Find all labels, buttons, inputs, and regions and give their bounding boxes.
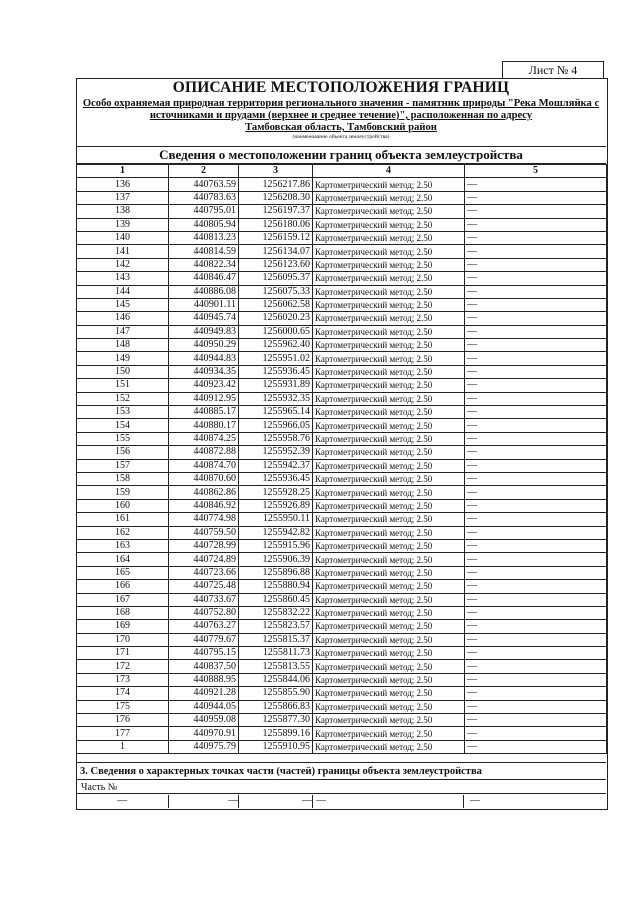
table-cell: — [465, 620, 607, 633]
table-cell: 155 [77, 432, 169, 445]
table-cell: 1255942.82 [239, 526, 313, 539]
table-cell: Картометрический метод; 2.50 [313, 472, 465, 485]
table-cell: 1255860.45 [239, 593, 313, 606]
table-cell: 1256000.65 [239, 325, 313, 338]
document-header [76, 78, 606, 147]
table-cell: Картометрический метод; 2.50 [313, 365, 465, 378]
table-cell: 1255896.88 [239, 566, 313, 579]
table-cell: Картометрический метод; 2.50 [313, 218, 465, 231]
table-cell: 1256123.60 [239, 258, 313, 271]
table-cell: Картометрический метод; 2.50 [313, 539, 465, 552]
table-cell: Картометрический метод; 2.50 [313, 419, 465, 432]
table-cell: 165 [77, 566, 169, 579]
table-row [77, 633, 607, 646]
table-cell: 440752.80 [169, 606, 239, 619]
table-cell: 1255932.35 [239, 392, 313, 405]
table-cell: 176 [77, 714, 169, 727]
table-row [77, 352, 607, 365]
table-cell: — [465, 647, 607, 660]
table-row [77, 700, 607, 713]
table-cell: 440846.47 [169, 272, 239, 285]
table-cell: 440795.15 [169, 647, 239, 660]
region-address: Тамбовская область, Тамбовский район [245, 122, 437, 133]
table-row [77, 285, 607, 298]
table-cell: — [465, 459, 607, 472]
table-row [77, 379, 607, 392]
table-cell: 440822.34 [169, 258, 239, 271]
object-name: Особо охраняемая природная территория регионального значения - памятник природы "Река Мошляйка с источниками и прудами (верхнее и среднее течение)", расположенная по адресу [82, 98, 600, 121]
table-row [77, 191, 607, 204]
table-cell: 440901.11 [169, 298, 239, 311]
table-cell: 1255813.55 [239, 660, 313, 673]
table-cell: 1255844.06 [239, 673, 313, 686]
table-cell: Картометрический метод; 2.50 [313, 513, 465, 526]
table-row [77, 419, 607, 432]
table-cell: — [465, 539, 607, 552]
table-cell: Картометрический метод; 2.50 [313, 620, 465, 633]
table-cell: Картометрический метод; 2.50 [313, 406, 465, 419]
table-cell: 1256208.30 [239, 191, 313, 204]
table-cell: 156 [77, 446, 169, 459]
table-cell: 1255928.25 [239, 486, 313, 499]
table-cell: Картометрический метод; 2.50 [313, 647, 465, 660]
part-cell: — [76, 795, 169, 808]
table-cell: — [465, 205, 607, 218]
table-row [77, 432, 607, 445]
table-cell: 168 [77, 606, 169, 619]
table-cell: — [465, 419, 607, 432]
table-cell: 440874.25 [169, 432, 239, 445]
table-cell: Картометрический метод; 2.50 [313, 526, 465, 539]
table-row [77, 606, 607, 619]
document-title: ОПИСАНИЕ МЕСТОПОЛОЖЕНИЯ ГРАНИЦ [172, 79, 510, 96]
table-cell: 440950.29 [169, 339, 239, 352]
table-cell: Картометрический метод; 2.50 [313, 312, 465, 325]
table-cell: Картометрический метод; 2.50 [313, 392, 465, 405]
table-cell: — [465, 714, 607, 727]
table-cell: Картометрический метод; 2.50 [313, 178, 465, 191]
table-cell: — [465, 499, 607, 512]
table-cell: 137 [77, 191, 169, 204]
table-cell: 159 [77, 486, 169, 499]
table-cell: 157 [77, 459, 169, 472]
table-cell: — [465, 312, 607, 325]
table-cell: 149 [77, 352, 169, 365]
table-cell: 172 [77, 660, 169, 673]
table-cell: — [465, 606, 607, 619]
table-cell: 1256180.06 [239, 218, 313, 231]
section-2-title: Сведения о местоположении границ объекта землеустройства [76, 146, 606, 164]
table-cell: 440874.70 [169, 459, 239, 472]
table-cell: 1255823.57 [239, 620, 313, 633]
table-cell: 440763.59 [169, 178, 239, 191]
table-cell: 1255855.90 [239, 687, 313, 700]
table-cell: 142 [77, 258, 169, 271]
table-cell: 141 [77, 245, 169, 258]
table-cell: — [465, 352, 607, 365]
table-row [77, 499, 607, 512]
table-cell: 1255880.94 [239, 580, 313, 593]
table-cell: 440723.66 [169, 566, 239, 579]
table-row [77, 740, 607, 753]
table-cell: — [465, 566, 607, 579]
table-cell: 1256217.86 [239, 178, 313, 191]
table-cell: — [465, 700, 607, 713]
part-cell: — [470, 795, 480, 806]
table-cell: 151 [77, 379, 169, 392]
table-cell: — [465, 406, 607, 419]
table-row [77, 660, 607, 673]
table-cell: — [465, 660, 607, 673]
table-cell: — [465, 379, 607, 392]
table-row [77, 553, 607, 566]
table-cell: Картометрический метод; 2.50 [313, 432, 465, 445]
table-cell: 1256134.07 [239, 245, 313, 258]
column-header: 3 [239, 165, 313, 178]
table-cell: 150 [77, 365, 169, 378]
table-row [77, 486, 607, 499]
table-cell: 440872.88 [169, 446, 239, 459]
table-cell: 1 [77, 740, 169, 753]
table-cell: Картометрический метод; 2.50 [313, 700, 465, 713]
table-cell: Картометрический метод; 2.50 [313, 580, 465, 593]
table-cell: 440725.48 [169, 580, 239, 593]
table-cell: 440970.91 [169, 727, 239, 740]
table-row [77, 245, 607, 258]
table-cell: 440886.08 [169, 285, 239, 298]
object-caption: (наименование объекта землеустройства) [292, 134, 390, 140]
table-cell: 1255951.02 [239, 352, 313, 365]
table-cell: — [465, 486, 607, 499]
table-cell: 1255965.14 [239, 406, 313, 419]
table-cell: Картометрический метод; 2.50 [313, 446, 465, 459]
table-cell: 440813.23 [169, 231, 239, 244]
table-cell: — [465, 513, 607, 526]
table-cell: 1255877.30 [239, 714, 313, 727]
table-cell: 1255815.37 [239, 633, 313, 646]
table-row [77, 446, 607, 459]
table-cell: 1255811.73 [239, 647, 313, 660]
table-cell: 167 [77, 593, 169, 606]
table-cell: 166 [77, 580, 169, 593]
table-cell: 440862.86 [169, 486, 239, 499]
column-header: 2 [169, 165, 239, 178]
table-cell: — [465, 580, 607, 593]
table-cell: 1255910.95 [239, 740, 313, 753]
part-cell: — [238, 795, 313, 808]
table-cell: 440795.01 [169, 205, 239, 218]
table-cell: 177 [77, 727, 169, 740]
table-cell: Картометрический метод; 2.50 [313, 352, 465, 365]
table-cell: 136 [77, 178, 169, 191]
table-cell: 171 [77, 647, 169, 660]
table-cell: — [465, 673, 607, 686]
table-cell: 1256062.58 [239, 298, 313, 311]
table-cell: Картометрический метод; 2.50 [313, 673, 465, 686]
table-row [77, 620, 607, 633]
table-cell: 440763.27 [169, 620, 239, 633]
table-cell: 440880.17 [169, 419, 239, 432]
table-cell: 145 [77, 298, 169, 311]
table-cell: 440779.67 [169, 633, 239, 646]
table-cell: — [465, 339, 607, 352]
table-row [77, 298, 607, 311]
table-cell: 440912.95 [169, 392, 239, 405]
sheet-number: Лист № 4 [502, 61, 604, 79]
table-cell: — [465, 191, 607, 204]
part-number-label: Часть № [76, 781, 606, 794]
table-row [77, 325, 607, 338]
table-cell: Картометрический метод; 2.50 [313, 205, 465, 218]
table-cell: Картометрический метод; 2.50 [313, 633, 465, 646]
table-cell: 440934.35 [169, 365, 239, 378]
table-row [77, 406, 607, 419]
table-cell: 1255942.37 [239, 459, 313, 472]
table-cell: Картометрический метод; 2.50 [313, 593, 465, 606]
table-cell: — [465, 392, 607, 405]
table-cell: 153 [77, 406, 169, 419]
table-cell: 440805.94 [169, 218, 239, 231]
table-cell: 440959.08 [169, 714, 239, 727]
table-cell: 1255899.16 [239, 727, 313, 740]
table-row [77, 258, 607, 271]
table-cell: 148 [77, 339, 169, 352]
table-cell: 160 [77, 499, 169, 512]
table-cell: 440774.98 [169, 513, 239, 526]
table-cell: 440837.50 [169, 660, 239, 673]
table-cell: Картометрический метод; 2.50 [313, 606, 465, 619]
table-row [77, 205, 607, 218]
table-cell: 152 [77, 392, 169, 405]
table-cell: 440783.63 [169, 191, 239, 204]
table-cell: 1255866.83 [239, 700, 313, 713]
table-cell: — [465, 633, 607, 646]
table-cell: 440945.74 [169, 312, 239, 325]
table-cell: — [465, 365, 607, 378]
table-cell: Картометрический метод; 2.50 [313, 339, 465, 352]
table-cell: Картометрический метод; 2.50 [313, 231, 465, 244]
table-row [77, 312, 607, 325]
table-cell: — [465, 218, 607, 231]
table-cell: 174 [77, 687, 169, 700]
table-row [77, 513, 607, 526]
table-cell: 1255936.45 [239, 472, 313, 485]
table-row [77, 727, 607, 740]
table-row [77, 272, 607, 285]
table-cell: Картометрический метод; 2.50 [313, 553, 465, 566]
table-cell: 164 [77, 553, 169, 566]
table-cell: Картометрический метод; 2.50 [313, 687, 465, 700]
table-cell: Картометрический метод; 2.50 [313, 727, 465, 740]
table-cell: 1255936.45 [239, 365, 313, 378]
table-cell: 440885.17 [169, 406, 239, 419]
table-row [77, 647, 607, 660]
table-row [77, 365, 607, 378]
table-cell: 1255950.11 [239, 513, 313, 526]
table-cell: Картометрический метод; 2.50 [313, 459, 465, 472]
table-cell: Картометрический метод; 2.50 [313, 325, 465, 338]
table-cell: 1255915.96 [239, 539, 313, 552]
table-cell: 1255906.39 [239, 553, 313, 566]
table-cell: 147 [77, 325, 169, 338]
column-header: 4 [313, 165, 465, 178]
table-cell: Картометрический метод; 2.50 [313, 272, 465, 285]
table-row [77, 673, 607, 686]
table-cell: 139 [77, 218, 169, 231]
table-row [77, 593, 607, 606]
table-cell: Картометрический метод; 2.50 [313, 486, 465, 499]
table-cell: — [465, 298, 607, 311]
table-cell: 158 [77, 472, 169, 485]
table-row [77, 526, 607, 539]
part-cell: — [168, 795, 239, 808]
table-cell: — [465, 727, 607, 740]
table-cell: 1256159.12 [239, 231, 313, 244]
table-cell: 138 [77, 205, 169, 218]
table-row [77, 339, 607, 352]
table-cell: 440724.89 [169, 553, 239, 566]
table-cell: 163 [77, 539, 169, 552]
table-cell: 1255952.39 [239, 446, 313, 459]
table-cell: 440921.28 [169, 687, 239, 700]
table-cell: Картометрический метод; 2.50 [313, 379, 465, 392]
part-points-row [76, 795, 606, 808]
table-cell: Картометрический метод; 2.50 [313, 245, 465, 258]
table-cell: 140 [77, 231, 169, 244]
table-cell: 1256197.37 [239, 205, 313, 218]
table-cell: Картометрический метод; 2.50 [313, 499, 465, 512]
table-cell: 1256095.37 [239, 272, 313, 285]
table-cell: — [465, 553, 607, 566]
column-header: 1 [77, 165, 169, 178]
table-row [77, 459, 607, 472]
table-cell: — [465, 178, 607, 191]
table-cell: — [465, 432, 607, 445]
table-cell: 143 [77, 272, 169, 285]
table-cell: 144 [77, 285, 169, 298]
table-cell: 146 [77, 312, 169, 325]
boundary-points-table [76, 164, 607, 754]
table-row [77, 714, 607, 727]
table-cell: — [465, 245, 607, 258]
table-cell: 440923.42 [169, 379, 239, 392]
table-cell: 440944.83 [169, 352, 239, 365]
table-cell: 1256020.23 [239, 312, 313, 325]
table-cell: — [465, 740, 607, 753]
table-cell: Картометрический метод; 2.50 [313, 566, 465, 579]
table-row [77, 392, 607, 405]
table-cell: 440846.92 [169, 499, 239, 512]
table-cell: Картометрический метод; 2.50 [313, 191, 465, 204]
table-cell: 440949.83 [169, 325, 239, 338]
table-cell: 440814.59 [169, 245, 239, 258]
table-cell: Картометрический метод; 2.50 [313, 298, 465, 311]
table-cell: 440870.60 [169, 472, 239, 485]
table-cell: — [465, 593, 607, 606]
table-cell: 175 [77, 700, 169, 713]
table-cell: Картометрический метод; 2.50 [313, 258, 465, 271]
table-cell: — [465, 325, 607, 338]
table-body [77, 178, 607, 754]
table-cell: 1255958.76 [239, 432, 313, 445]
table-row [77, 566, 607, 579]
table-cell: 1255931.89 [239, 379, 313, 392]
table-row [77, 231, 607, 244]
table-cell: — [465, 446, 607, 459]
table-cell: Картометрический метод; 2.50 [313, 740, 465, 753]
table-cell: — [465, 272, 607, 285]
table-cell: 1256075.33 [239, 285, 313, 298]
table-row [77, 580, 607, 593]
table-cell: 440728.99 [169, 539, 239, 552]
table-cell: — [465, 258, 607, 271]
table-row [77, 472, 607, 485]
table-cell: 154 [77, 419, 169, 432]
table-cell: 440888.95 [169, 673, 239, 686]
table-cell: Картометрический метод; 2.50 [313, 714, 465, 727]
table-cell: 440759.50 [169, 526, 239, 539]
table-cell: 1255926.89 [239, 499, 313, 512]
table-row [77, 218, 607, 231]
table-cell: — [465, 231, 607, 244]
table-cell: 1255832.22 [239, 606, 313, 619]
table-cell: 173 [77, 673, 169, 686]
table-cell: 161 [77, 513, 169, 526]
table-cell: 1255962.40 [239, 339, 313, 352]
table-cell: Картометрический метод; 2.50 [313, 660, 465, 673]
table-cell: 1255966.05 [239, 419, 313, 432]
table-row [77, 687, 607, 700]
table-row [77, 178, 607, 191]
table-cell: — [465, 687, 607, 700]
table-row [77, 539, 607, 552]
table-header-row [77, 165, 607, 178]
table-cell: 170 [77, 633, 169, 646]
table-cell: 440944.05 [169, 700, 239, 713]
column-header: 5 [465, 165, 607, 178]
table-cell: 440733.67 [169, 593, 239, 606]
table-cell: — [465, 285, 607, 298]
part-cell: — [312, 795, 464, 808]
table-cell: Картометрический метод; 2.50 [313, 285, 465, 298]
table-cell: 162 [77, 526, 169, 539]
table-cell: 440975.79 [169, 740, 239, 753]
table-cell: 169 [77, 620, 169, 633]
table-cell: — [465, 526, 607, 539]
table-cell: — [465, 472, 607, 485]
section-3-title: 3. Сведения о характерных точках части (частей) границы объекта землеустройства [76, 762, 606, 780]
